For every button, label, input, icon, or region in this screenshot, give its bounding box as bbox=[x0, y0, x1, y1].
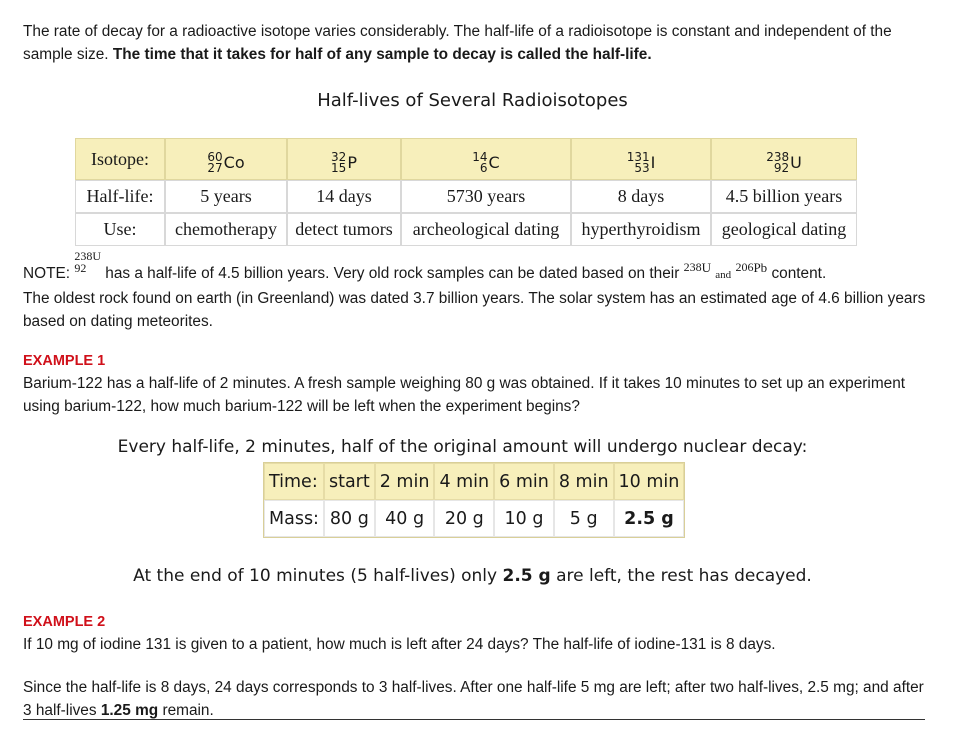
isotope-cell-i: 131 53 I bbox=[571, 138, 711, 180]
use-row bbox=[75, 213, 857, 246]
use-co: chemotherapy bbox=[165, 213, 287, 246]
time-cell: 4 min bbox=[434, 463, 494, 500]
bottom-rule bbox=[23, 719, 925, 720]
example1-text: Barium-122 has a half-life of 2 minutes. A fresh sample weighing 80 g was obtained. If it takes 10 minutes to set up an experiment using barium-122, how much barium-122 will be left when the experiment begins? bbox=[23, 375, 906, 415]
note-pb206: 206 Pb bbox=[735, 260, 768, 275]
example2-solution: Since the half-life is 8 days, 24 days corresponds to 3 half-lives. After one half-life 5 mg are left; after two half-lives, 2.5 mg; and after 3 half-lives 1.25 mg remain. bbox=[23, 679, 924, 719]
note-text-1: has a half-life of 4.5 billion years. Very old rock samples can be dated based on their bbox=[100, 265, 684, 282]
decay-table bbox=[263, 462, 685, 538]
example1-heading: EXAMPLE 1 bbox=[23, 353, 106, 369]
example1-lead: Every half-life, 2 minutes, half of the original amount will undergo nuclear decay: bbox=[117, 437, 808, 457]
mass-cell: 80 g bbox=[324, 500, 375, 537]
half-life-co: 5 years bbox=[165, 180, 287, 213]
half-life-row-label: Half-life: bbox=[75, 180, 165, 213]
half-life-i: 8 days bbox=[571, 180, 711, 213]
half-life-u: 4.5 billion years bbox=[711, 180, 857, 213]
half-life-c: 5730 years bbox=[401, 180, 571, 213]
example1-conclusion: At the end of 10 minutes (5 half-lives) only 2.5 g are left, the rest has decayed. bbox=[133, 566, 812, 586]
half-life-p: 14 days bbox=[287, 180, 401, 213]
time-cell: 10 min bbox=[614, 463, 685, 500]
conclusion-bold: 2.5 g bbox=[502, 566, 551, 586]
use-u: geological dating bbox=[711, 213, 857, 246]
time-cell: start bbox=[324, 463, 375, 500]
iso-table-title: Half-lives of Several Radioisotopes bbox=[317, 90, 628, 111]
mass-cell: 20 g bbox=[434, 500, 494, 537]
mass-cell: 10 g bbox=[494, 500, 554, 537]
isotope-cell-u: 238 92 U bbox=[711, 138, 857, 180]
intro-bold: The time that it takes for half of any sample to decay is called the half-life. bbox=[112, 46, 652, 63]
example2-heading: EXAMPLE 2 bbox=[23, 614, 106, 630]
use-p: detect tumors bbox=[287, 213, 401, 246]
note-text-3: The oldest rock found on earth (in Greenland) was dated 3.7 billion years. The solar system has an estimated age of 4.6 billion years based on dating meteorites. bbox=[23, 290, 926, 330]
mass-row bbox=[264, 500, 684, 537]
example2-text: If 10 mg of iodine 131 is given to a patient, how much is left after 24 days? The half-life of iodine-131 is 8 days. bbox=[23, 636, 776, 653]
use-c: archeological dating bbox=[401, 213, 571, 246]
use-i: hyperthyroidism bbox=[571, 213, 711, 246]
time-cell: 2 min bbox=[375, 463, 435, 500]
mass-cell: 40 g bbox=[375, 500, 435, 537]
note-text-2: content. bbox=[767, 265, 827, 282]
isotope-cell-co: 60 27 Co bbox=[165, 138, 287, 180]
intro-text: The rate of decay for a radioactive isotope varies considerably. The half-life of a radioisotope is constant and independent of the sample size. bbox=[23, 23, 892, 63]
time-cell: 8 min bbox=[554, 463, 614, 500]
intro-paragraph bbox=[23, 20, 928, 66]
note-paragraph bbox=[23, 249, 928, 333]
use-row-label: Use: bbox=[75, 213, 165, 246]
isotope-row-label: Isotope: bbox=[75, 138, 165, 180]
time-cell: 6 min bbox=[494, 463, 554, 500]
note-and: and bbox=[715, 269, 732, 281]
isotope-cell-p: 32 15 P bbox=[287, 138, 401, 180]
time-label: Time: bbox=[264, 463, 324, 500]
note-u238: 238 U bbox=[683, 260, 711, 275]
mass-label: Mass: bbox=[264, 500, 324, 537]
time-row bbox=[264, 463, 684, 500]
note-prefix: NOTE: bbox=[23, 265, 71, 282]
mass-cell: 5 g bbox=[554, 500, 614, 537]
isotope-table bbox=[75, 138, 857, 246]
isotope-row bbox=[75, 138, 857, 180]
half-life-row bbox=[75, 180, 857, 213]
isotope-cell-c: 14 6 C bbox=[401, 138, 571, 180]
mass-cell-final: 2.5 g bbox=[614, 500, 685, 537]
note-uranium-nuclide: 238U 92 bbox=[74, 249, 101, 275]
solution-bold: 1.25 mg bbox=[100, 702, 159, 719]
